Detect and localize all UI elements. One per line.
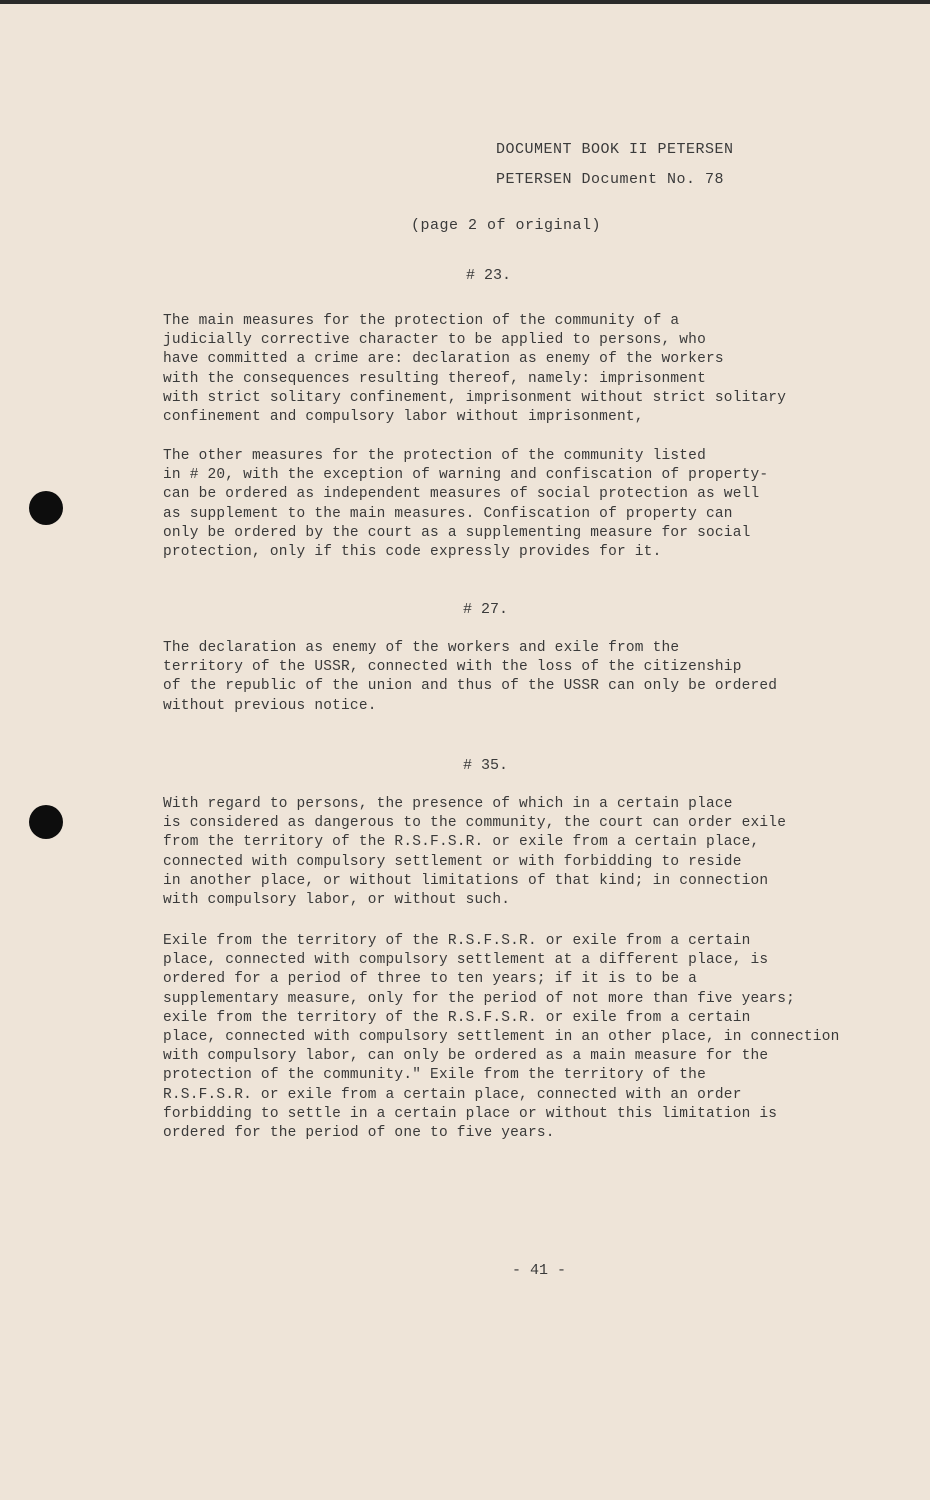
- punch-hole: [29, 805, 63, 839]
- section-heading-27: # 27.: [463, 601, 509, 618]
- paragraph: The other measures for the protection of the community listed in # 20, with the exception of warning and confiscation of property- can be ordered as independent measures of social protection as well as supplement to the main measures. Confiscation of property can only be ordered by the court as a supplementing measure for social protection, only if this code expressly provides for it.: [163, 448, 769, 561]
- document-reference: PETERSEN Document No. 78: [496, 171, 725, 188]
- section-heading-23: # 23.: [466, 267, 512, 284]
- paragraph: With regard to persons, the presence of which in a certain place is considered as dangerous to the community, the court can order exile from the territory of the R.S.F.S.R. or exile from a certain place, connected with compulsory settlement or with forbidding to reside in another place, or without limitations of that kind; in connection with compulsory labor, or without such.: [163, 796, 787, 909]
- punch-hole: [29, 491, 63, 525]
- document-book-title: DOCUMENT BOOK II PETERSEN: [496, 141, 734, 158]
- paragraph: The main measures for the protection of the community of a judicially corrective character to be applied to persons, who have committed a crime are: declaration as enemy of the workers with the consequences resulting thereof, namely: imprisonment with strict solitary confinement, imprisonment without strict solitary confinement and compulsory labor without imprisonment,: [163, 313, 787, 426]
- paragraph: Exile from the territory of the R.S.F.S.R. or exile from a certain place, connected with compulsory settlement at a different place, is ordered for a period of three to ten years; if it is to be a supplementary measure, only for the period of not more than five years; exile from the territory of the R.S.F.S.R. or exile from a certain place, connected with compulsory settlement in an other place, in connection with compulsory labor, can only be ordered as a main measure for the protection of the community." Exile from the territory of the R.S.F.S.R. or exile from a certain place, connected with an order forbidding to settle in a certain place or without this limitation is ordered for the period of one to five years.: [163, 933, 840, 1142]
- paragraph: The declaration as enemy of the workers and exile from the territory of the USSR, connected with the loss of the citizenship of the republic of the union and thus of the USSR can only be ordered without previous notice.: [163, 640, 778, 714]
- scan-top-edge: [0, 0, 930, 4]
- section-heading-35: # 35.: [463, 757, 509, 774]
- page-note: (page 2 of original): [411, 217, 602, 234]
- page-number: - 41 -: [512, 1262, 567, 1279]
